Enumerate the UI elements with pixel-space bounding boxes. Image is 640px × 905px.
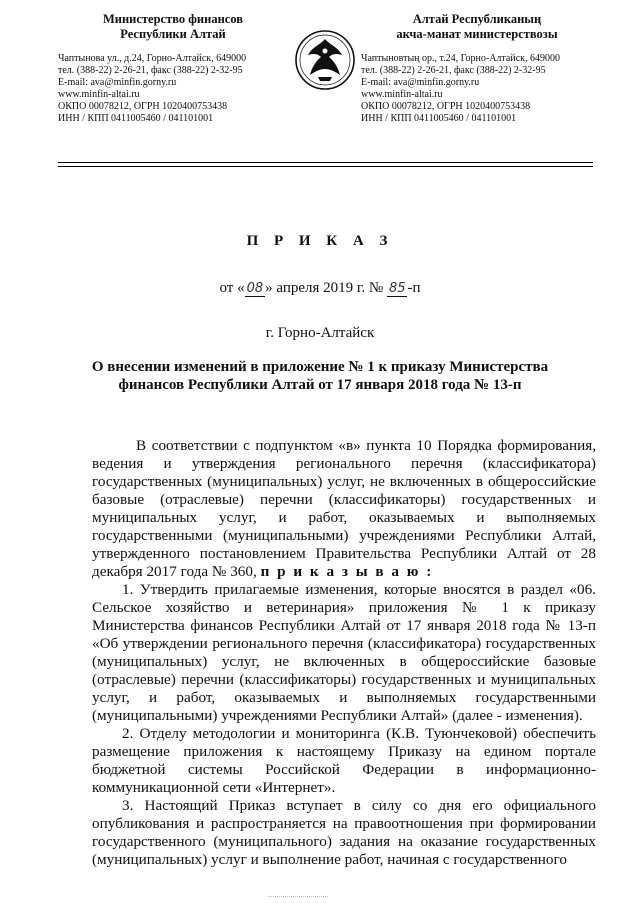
item-3: 3. Настоящий Приказ вступает в силу со дня его официального опубликования и распространяется на правоотношения при формировании государственного (муниципального) задания на оказание государственных (муниципальных) услуг и выполнение работ, начиная с государственного bbox=[92, 797, 596, 868]
website: www.minfin-altai.ru bbox=[361, 89, 443, 100]
order-date-line bbox=[0, 280, 640, 297]
contacts-ru bbox=[58, 53, 288, 125]
org-name-line2: Республики Алтай bbox=[120, 27, 226, 41]
handwritten-number: 85 bbox=[388, 281, 406, 296]
inn-kpp: ИНН / КПП 0411005460 / 041101001 bbox=[58, 113, 214, 124]
item-1: 1. Утвердить прилагаемые изменения, которые вносятся в раздел «06. Сельское хозяйство и ветеринария» приложения № 1 к приказу Министерства финансов Республики Алтай от 17 января 2018 года № 13-п «Об утверждении регионального перечня (классификатора) государственных (муниципальных) услуг, не включенных в общероссийские базовые (отраслевые) перечни (классификаторы) государственных и муниципальных услуг, и работ, оказываемых и выполняемых государственными (муниципальными) учреждениями Республики Алтай» (далее - изменения). bbox=[92, 581, 596, 724]
org-name-line1: Министерство финансов bbox=[102, 12, 244, 26]
org-name-alt bbox=[361, 12, 593, 42]
inn-kpp: ИНН / КПП 0411005460 / 041101001 bbox=[361, 113, 517, 124]
page-edge-mark bbox=[268, 896, 328, 900]
okpo-ogrn: ОКПО 00078212, ОГРН 1020400753438 bbox=[58, 101, 228, 112]
document-title: П Р И К А З bbox=[246, 233, 394, 249]
date-mid: » апреля 2019 г. № bbox=[265, 280, 384, 296]
okpo-ogrn: ОКПО 00078212, ОГРН 1020400753438 bbox=[361, 101, 531, 112]
website: www.minfin-altai.ru bbox=[58, 89, 140, 100]
date-suffix: -п bbox=[407, 280, 421, 296]
org-name-line1: Алтай Республиканың bbox=[412, 12, 542, 26]
header-divider-thin bbox=[58, 166, 593, 167]
orders-word: п р и к а з ы в а ю : bbox=[260, 563, 434, 580]
order-subject: О внесении изменений в приложение № 1 к приказу Министерства финансов Республики Алтай от 17 января 2018 года № 13-п bbox=[91, 359, 549, 393]
phone: тел. (388-22) 2-26-21, факс (388-22) 2-32-95 bbox=[361, 65, 546, 76]
email: E-mail: ava@minfin.gorny.ru bbox=[58, 77, 177, 88]
item-2: 2. Отделу методологии и мониторинга (К.В. Туюнчековой) обеспечить размещение приложения к настоящему Приказу на едином портале бюджетной системы Российской Федерации в информационно-коммуникационной сети «Интернет». bbox=[92, 725, 596, 796]
letterhead bbox=[58, 12, 593, 174]
document-body bbox=[92, 437, 596, 869]
date-prefix: от « bbox=[219, 280, 245, 296]
address: Чаптыновтың ор., т.24, Горно-Алтайск, 649000 bbox=[361, 53, 561, 64]
city: г. Горно-Алтайск bbox=[265, 325, 375, 341]
altai-republic-emblem-icon bbox=[294, 27, 356, 93]
org-name-ru bbox=[58, 12, 288, 42]
preamble-text: В соответствии с подпунктом «в» пункта 10 Порядка формирования, ведения и утверждения регионального перечня (классификатора) государственных (муниципальных) услуг, не включенных в общероссийские базовые (отраслевые) перечни (классификаторы) государственных и муниципальных услуг, и работ, оказываемых и выполняемых государственными (муниципальными) учреждениями Республики Алтай, утвержденного постановлением Правительства Республики Алтай от 28 декабря 2017 года № 360, bbox=[92, 437, 596, 580]
letterhead-left bbox=[58, 12, 288, 125]
email: E-mail: ava@minfin.gorny.ru bbox=[361, 77, 480, 88]
handwritten-day: 08 bbox=[246, 281, 264, 296]
preamble-paragraph bbox=[92, 437, 596, 581]
letterhead-right bbox=[361, 12, 593, 125]
phone: тел. (388-22) 2-26-21, факс (388-22) 2-32-95 bbox=[58, 65, 243, 76]
address: Чаптынова ул., д.24, Горно-Алтайск, 649000 bbox=[58, 53, 247, 64]
org-name-line2: акча-манат министерствозы bbox=[396, 27, 558, 41]
contacts-alt bbox=[361, 53, 593, 125]
header-divider bbox=[58, 162, 593, 163]
